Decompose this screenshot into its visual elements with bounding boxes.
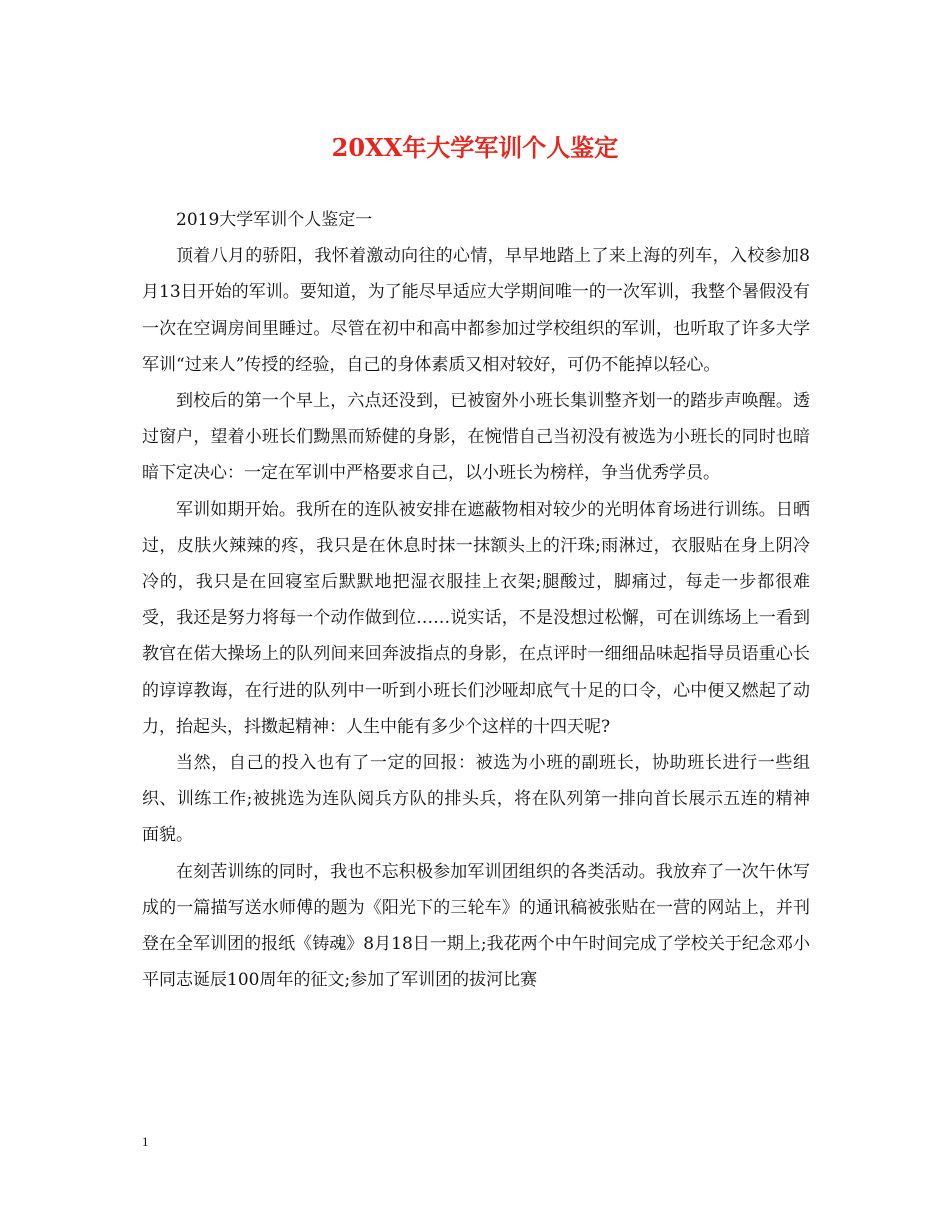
paragraph-subtitle: 2019大学军训个人鉴定一 [176,210,373,230]
paragraph: 在刻苦训练的同时，我也不忘积极参加军训团组织的各类活动。我放弃了一次午休写成的一篇描写送水师傅的题为《阳光下的三轮车》的通讯稿被张贴在一营的网站上，并刊登在全军训团的报纸《铸魂》8月18日一期上;我花两个中午时间完成了学校关于纪念邓小平同志诞辰100周年的征文;参加了军训团的拔河比赛 [142,861,810,991]
document-title: 20XX年大学军训个人鉴定 [331,133,619,162]
paragraph: 当然，自己的投入也有了一定的回报：被选为小班的副班长，协助班长进行一些组织、训练工作;被挑选为连队阅兵方队的排头兵，将在队列第一排向首长展示五连的精神面貌。 [142,753,810,846]
page-number: 1 [142,1134,149,1149]
paragraph: 到校后的第一个早上，六点还没到，已被窗外小班长集训整齐划一的踏步声唤醒。透过窗户，望着小班长们黝黑而矫健的身影，在惋惜自己当初没有被选为小班长的同时也暗暗下定决心：一定在军训中严格要求自己，以小班长为榜样，争当优秀学员。 [142,391,810,484]
document-body [142,202,810,998]
paragraph: 顶着八月的骄阳，我怀着激动向往的心情，早早地踏上了来上海的列车，入校参加8月13日开始的军训。要知道，为了能尽早适应大学期间唯一的一次军训，我整个暑假没有一次在空调房间里睡过。尽管在初中和高中都参加过学校组织的军训，也听取了许多大学军训“过来人”传授的经验，自己的身体素质又相对较好，可仍不能掉以轻心。 [142,246,810,375]
paragraph: 军训如期开始。我所在的连队被安排在遮蔽物相对较少的光明体育场进行训练。日晒过，皮肤火辣辣的疼，我只是在休息时抹一抹额头上的汗珠;雨淋过，衣服贴在身上阴冷冷的，我只是在回寝室后默默地把湿衣服挂上衣架;腿酸过，脚痛过，每走一步都很难受，我还是努力将每一个动作做到位……说实话，不是没想过松懈，可在训练场上一看到教官在偌大操场上的队列间来回奔波指点的身影，在点评时一细细品味起指导员语重心长的谆谆教诲，在行进的队列中一听到小班长们沙哑却底气十足的口令，心中便又燃起了动力，抬起头，抖擞起精神：人生中能有多少个这样的十四天呢? [142,499,810,737]
